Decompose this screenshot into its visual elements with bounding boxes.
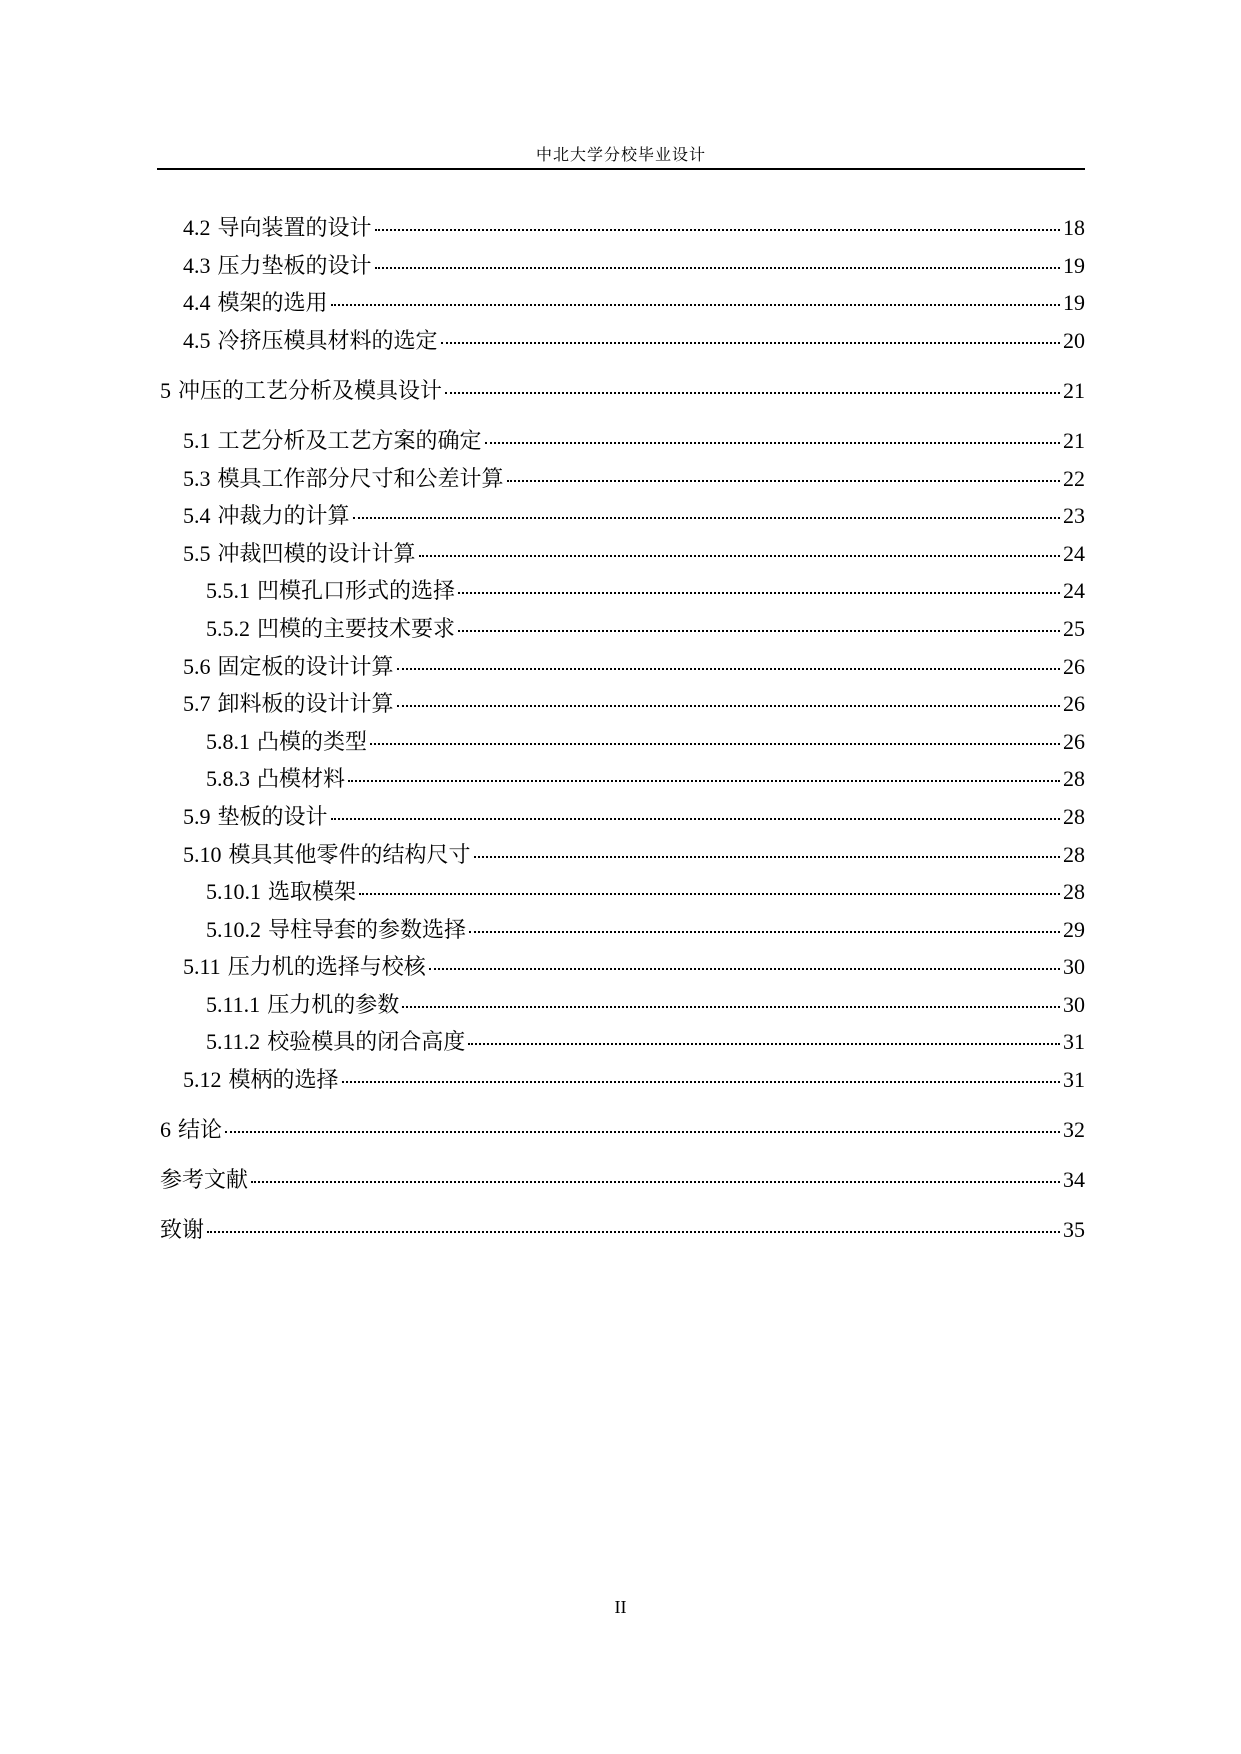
toc-entry-title [183,1063,339,1094]
toc-entry-number: 5.4 [183,503,211,529]
toc-entry-title [183,650,394,681]
toc-entry-number: 5.1 [183,427,211,453]
toc-entry-title [160,1113,222,1144]
toc-entry-page: 20 [1063,327,1085,353]
toc-entry-title [206,574,455,605]
toc-entry-page: 19 [1063,290,1085,316]
toc-entry-text: 卸料板的设计计算 [217,692,394,718]
dot-leader [485,442,1060,444]
toc-entry-number: 6 [160,1117,171,1143]
dot-leader [441,342,1060,344]
toc-entry-page: 26 [1063,691,1085,717]
toc-entry-title [183,324,438,355]
toc-entry-page: 21 [1063,427,1085,453]
dot-leader [468,1043,1060,1045]
toc-entry-title [183,687,394,718]
dot-leader [474,856,1060,858]
toc-entry-number: 5.6 [183,653,211,679]
toc-entry[interactable] [160,1163,1085,1201]
toc-entry[interactable] [160,574,1085,612]
dot-leader [331,818,1060,820]
toc-entry-number: 4.5 [183,327,211,353]
toc-entry-text: 冷挤压模具材料的选定 [217,328,438,354]
toc-entry-page: 23 [1063,503,1085,529]
dot-leader [458,630,1060,632]
toc-entry-title [183,537,416,568]
toc-entry-text: 压力机的参数 [267,992,400,1018]
toc-entry-page: 25 [1063,615,1085,641]
toc-entry-text: 凹模孔口形式的选择 [257,579,456,605]
toc-entry-number: 5.12 [183,1067,222,1093]
toc-entry-number: 5.10.1 [206,879,261,905]
toc-entry[interactable] [160,800,1085,838]
toc-entry[interactable] [160,324,1085,362]
toc-entry-page: 18 [1063,215,1085,240]
toc-entry[interactable] [160,249,1085,287]
toc-entry-text: 凹模的主要技术要求 [257,616,456,642]
dot-leader [375,229,1060,231]
toc-entry-page: 28 [1063,766,1085,792]
toc-entry-title [183,249,372,280]
toc-entry-number: 5.5.2 [206,615,250,641]
toc-entry-number: 5.11.2 [206,1029,261,1055]
toc-entry-page: 28 [1063,841,1085,867]
toc-entry-text: 模柄的选择 [228,1068,339,1094]
toc-entry[interactable] [160,1025,1085,1063]
toc-entry-title [206,1025,465,1056]
toc-entry-page: 26 [1063,653,1085,679]
toc-entry-text: 模具其他零件的结构尺寸 [228,842,471,868]
toc-entry[interactable] [160,725,1085,763]
toc-entry-text: 校验模具的闭合高度 [267,1030,466,1056]
toc-entry[interactable] [160,988,1085,1026]
toc-entry-page: 24 [1063,540,1085,566]
toc-entry-number: 5.9 [183,803,211,829]
toc-entry-title [183,800,328,831]
toc-entry[interactable] [160,762,1085,800]
toc-entry-title [206,612,455,643]
page-number: II [614,1597,627,1617]
toc-entry-page: 26 [1063,728,1085,754]
toc-entry-text: 固定板的设计计算 [217,654,394,680]
toc-entry-number: 5.3 [183,465,211,491]
toc-entry-page: 31 [1063,1067,1085,1093]
dot-leader [429,968,1060,970]
toc-entry[interactable] [160,950,1085,988]
toc-entry-title [206,762,345,793]
toc-entry-title [183,424,482,455]
toc-entry[interactable] [160,1113,1085,1151]
toc-entry-title [160,374,442,405]
toc-entry-number: 5.7 [183,691,211,717]
toc-entry-page: 30 [1063,991,1085,1017]
toc-entry-text: 模具工作部分尺寸和公差计算 [217,466,504,492]
toc-entry-page: 28 [1063,879,1085,905]
toc-entry-number: 4.3 [183,252,211,278]
toc-entry-text: 凸模材料 [257,767,346,793]
toc-entry-title [206,725,367,756]
toc-entry-number: 5.5.1 [206,578,250,604]
toc-entry-number: 5.10 [183,841,222,867]
toc-entry-title [183,950,426,981]
toc-entry-page: 31 [1063,1029,1085,1055]
toc-entry-page: 32 [1063,1117,1085,1143]
toc-entry-title [206,988,399,1019]
dot-leader [348,780,1060,782]
dot-leader [397,668,1060,670]
toc-entry-title [183,286,328,317]
toc-entry-number: 5.8.3 [206,766,250,792]
toc-entry-page: 24 [1063,578,1085,604]
toc-entry-title [183,499,350,530]
toc-entry-title [206,913,466,944]
toc-entry-text: 压力机的选择与校核 [227,955,426,981]
toc-entry-number: 5.11.1 [206,991,261,1017]
toc-entry[interactable] [160,211,1085,249]
toc-entry-number: 5.5 [183,540,211,566]
dot-leader [507,480,1060,482]
toc-entry-title [183,211,372,242]
dot-leader [445,392,1060,394]
toc-entry-text: 导向装置的设计 [217,216,372,241]
dot-leader [458,592,1060,594]
toc-entry-title [183,462,504,493]
toc-entry-number: 5.10.2 [206,916,261,942]
toc-entry[interactable] [160,875,1085,913]
toc-entry-page: 28 [1063,803,1085,829]
toc-entry-page: 35 [1063,1217,1085,1243]
dot-leader [342,1081,1060,1083]
toc-entry[interactable] [160,650,1085,688]
toc-entry-text: 冲裁力的计算 [217,504,350,530]
toc-entry-title [160,1213,204,1244]
dot-leader [359,893,1060,895]
toc-entry-number: 5.11 [183,954,221,980]
toc-entry-text: 结论 [178,1118,223,1144]
toc-entry[interactable] [160,838,1085,876]
dot-leader [397,705,1060,707]
dot-leader [370,743,1060,745]
toc-entry-text: 冲裁凹模的设计计算 [217,541,416,567]
toc-entry-title [206,875,356,906]
toc-entry[interactable] [160,499,1085,537]
toc-entry[interactable] [160,612,1085,650]
toc-entry-text: 导柱导套的参数选择 [268,917,467,943]
toc-entry-number: 5.8.1 [206,728,250,754]
dot-leader [419,555,1060,557]
toc-entry-text: 压力垫板的设计 [217,253,372,279]
dot-leader [207,1231,1060,1233]
dot-leader [375,267,1060,269]
toc-entry-page: 34 [1063,1167,1085,1193]
running-header: 中北大学分校毕业设计 [535,145,706,164]
table-of-contents [160,211,1085,1251]
toc-entry[interactable] [160,286,1085,324]
toc-entry[interactable] [160,462,1085,500]
toc-entry-page: 22 [1063,465,1085,491]
dot-leader [331,304,1060,306]
dot-leader [353,517,1060,519]
toc-entry-text: 致谢 [160,1218,205,1244]
toc-entry-text: 垫板的设计 [217,804,328,830]
toc-entry-number: 4.2 [183,215,211,240]
toc-entry-text: 工艺分析及工艺方案的确定 [217,428,482,454]
dot-leader [225,1131,1060,1133]
toc-entry-page: 21 [1063,377,1085,403]
toc-entry-page: 19 [1063,252,1085,278]
toc-entry-number: 4.4 [183,290,211,316]
toc-entry[interactable] [160,913,1085,951]
toc-entry-page: 29 [1063,916,1085,942]
toc-entry[interactable] [160,374,1085,412]
toc-entry-text: 选取模架 [268,880,357,906]
dot-leader [469,931,1060,933]
toc-entry-title [160,1163,248,1194]
toc-entry-text: 参考文献 [160,1168,249,1194]
toc-entry-page: 30 [1063,954,1085,980]
toc-entry-text: 模架的选用 [217,291,328,317]
toc-entry[interactable] [160,687,1085,725]
toc-entry-text: 凸模的类型 [257,729,368,755]
toc-entry[interactable] [160,1063,1085,1101]
header-rule [157,168,1085,170]
toc-entry-number: 5 [160,377,171,403]
toc-entry[interactable] [160,424,1085,462]
toc-entry-text: 冲压的工艺分析及模具设计 [178,378,443,404]
toc-entry[interactable] [160,1213,1085,1251]
toc-entry-title [183,838,471,869]
toc-entry[interactable] [160,537,1085,575]
dot-leader [402,1006,1060,1008]
dot-leader [251,1181,1060,1183]
